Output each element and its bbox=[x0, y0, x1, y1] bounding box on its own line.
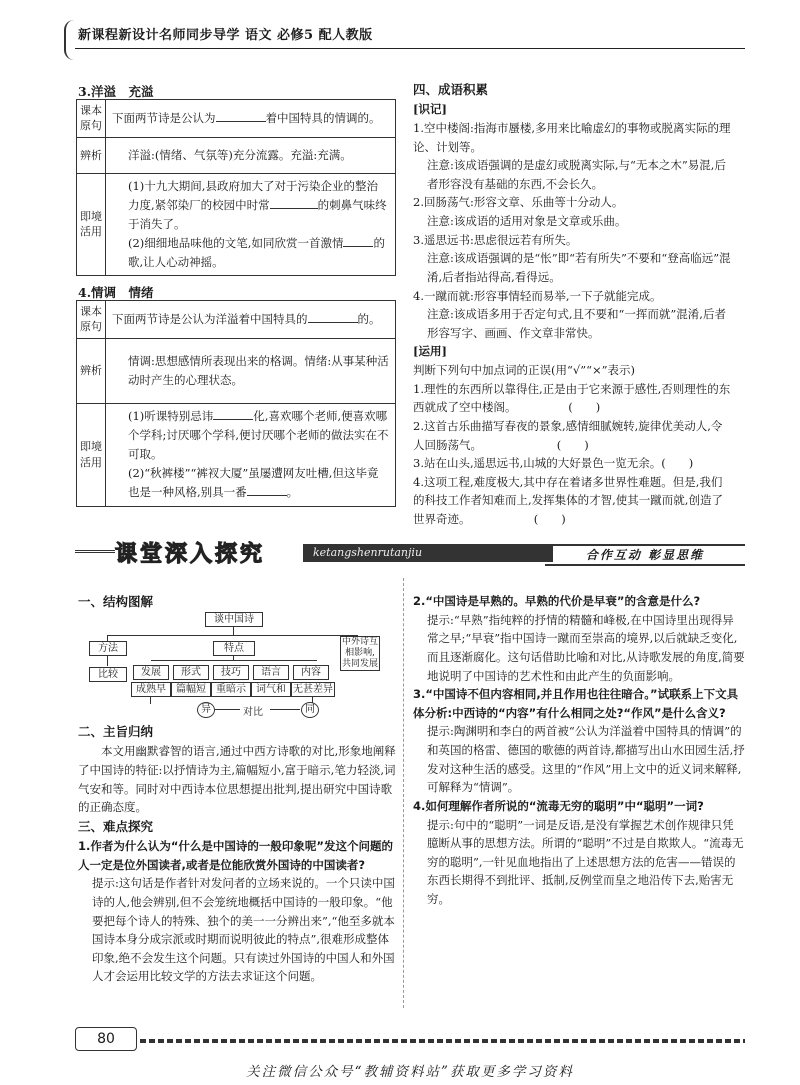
fill-blank[interactable] bbox=[343, 234, 373, 247]
analysis-text: 洋溢:(情绪、气氛等)充分流露。充溢:充满。 bbox=[106, 137, 396, 173]
table-row bbox=[77, 137, 396, 173]
section-banner bbox=[75, 537, 745, 567]
sentence-text: 的。 bbox=[357, 311, 381, 326]
idiom-note: 注意:该成语强调的是“怅”即“若有所失”不要和“登高临远”混淆,后者指站得高,看得远。 bbox=[427, 251, 731, 284]
idiom-item: 3.遥思远书:思虑很远若有所失。 bbox=[413, 232, 578, 247]
analysis-text: 情调:思想感情所表现出来的格调。情绪:从事某种活动时产生的心理状态。 bbox=[106, 338, 396, 403]
example-text: 的歌,让人心动神摇。 bbox=[128, 235, 385, 269]
row-label: 辨析 bbox=[77, 338, 106, 403]
table-row bbox=[77, 173, 396, 275]
judge-sentence[interactable]: 1.理性的东西所以靠得住,正是由于它来源于感性,否则理性的东西就成了空中楼阁。 ( ) bbox=[413, 381, 731, 415]
diagram-val: 成熟早 bbox=[131, 682, 171, 697]
diagram-root: 谈中国诗 bbox=[205, 612, 263, 627]
idiom-note: 注意:该成语多用于否定句式,且不要和“一挥而就”混淆,后者形容写字、画画、作文章非常快。 bbox=[427, 307, 726, 340]
idiom-note: 注意:该成语强调的是虚幻或脱离实际,与“无本之木”易混,后者形容没有基础的东西,不会长久。 bbox=[427, 158, 726, 191]
question-4: 4.如何理解作者所说的“流毒无穷的聪明”中“聪明”一词? bbox=[413, 798, 704, 813]
diagram-compare: 比较 bbox=[89, 667, 127, 682]
table-row bbox=[77, 301, 396, 339]
answer-4: 提示:句中的“聪明”一词是反语,是没有掌握艺术创作规律只凭臆断从事的思想方法。所谓的“聪明”不过是自欺欺人。“流毒无穷的聪明”,一针见血地指出了上述思想方法的危害——错误的东西长期得不到批评、抵制,反例堂而皇之地沿传下去,贻害无穷。 bbox=[427, 817, 744, 906]
footer-rule bbox=[140, 1039, 745, 1043]
question-2: 2.“中国诗是早熟的。早熟的代价是早衰”的含意是什么? bbox=[413, 594, 701, 608]
difficulty-heading: 三、难点探究 bbox=[78, 818, 154, 834]
row-label: 辨析 bbox=[77, 137, 106, 173]
section-4-title: 4.情调 情绪 bbox=[78, 285, 154, 300]
column-divider bbox=[403, 578, 404, 1008]
row-label: 即境活用 bbox=[77, 403, 106, 506]
left-bottom-text bbox=[78, 722, 396, 986]
question-3: 3.“中国诗不但内容相同,并且作用也往往暗合。”试联系上下文具体分析:中西诗的“内容”有什么相同之处?“作风”是什么含义? bbox=[413, 687, 739, 720]
fill-blank[interactable] bbox=[247, 484, 287, 497]
memorize-label: [识记] bbox=[413, 102, 447, 117]
banner-rule bbox=[75, 550, 115, 553]
diagram-val: 词气和 bbox=[251, 682, 291, 697]
fill-blank[interactable] bbox=[216, 109, 266, 122]
example-text: (1)十九大期间,县政府加大了对于污染企业的整治力度,紧邻染厂的校园中时常 bbox=[128, 178, 378, 212]
diagram-val: 篇幅短 bbox=[171, 682, 211, 697]
diagram-cat: 发展 bbox=[133, 665, 169, 680]
example-text: 化,喜欢哪个老师,便喜欢哪个学科;讨厌哪个学科,便讨厌哪个老师的做法实在不可取。 bbox=[128, 409, 389, 462]
judge-sentence[interactable]: 3.站在山头,遥思远书,山城的大好景色一览无余。( ) bbox=[413, 456, 694, 471]
idiom-section bbox=[413, 80, 733, 529]
structure-diagram bbox=[85, 610, 400, 718]
answer-2: 提示:“早熟”指纯粹的抒情的精髓和峰极,在中国诗里出现得异常之早;“早衰”指中国诗一蹴而至崇高的境界,以后就缺乏变化,而且逐渐腐化。这句话借助比喻和对比,从诗歌发展的角度,简要地说明了中国诗的艺术性和由此产生的负面影响。 bbox=[427, 612, 745, 683]
summary-text: 本文用幽默睿智的语言,通过中西方诗歌的对比,形象地阐释了中国诗的特征:以抒情诗为主,篇幅短小,富于暗示,笔力轻淡,词气安和等。同时对中西诗本位思想提出批判,提出研究中国诗歌的正确态度。 bbox=[78, 744, 396, 815]
table-row bbox=[77, 100, 396, 138]
diagram-features: 特点 bbox=[213, 641, 255, 656]
header-rule bbox=[75, 48, 745, 49]
right-bottom-column bbox=[413, 592, 745, 909]
diagram-influence: 中外诗互相影响,共同发展 bbox=[341, 637, 378, 669]
diagram-diff: 异 bbox=[197, 702, 215, 718]
table-row bbox=[77, 403, 396, 506]
idiom-item: 4.一蹴而就:形容事情轻而易举,一下子就能完成。 bbox=[413, 288, 662, 303]
fill-blank[interactable] bbox=[270, 196, 318, 209]
diagram-cat: 技巧 bbox=[213, 665, 249, 680]
table-row bbox=[77, 338, 396, 403]
diagram-method: 方法 bbox=[89, 641, 127, 656]
sentence-text: 着中国特具的情调的。 bbox=[265, 110, 381, 125]
example-text: 的刺鼻气味终于消失了。 bbox=[128, 197, 387, 231]
apply-label: [运用] bbox=[413, 344, 447, 359]
vocab-table-4 bbox=[76, 300, 396, 507]
fill-blank[interactable] bbox=[213, 408, 253, 421]
diagram-cat: 内容 bbox=[293, 665, 329, 680]
diagram-val: 重暗示 bbox=[211, 682, 251, 697]
diagram-cat: 语言 bbox=[253, 665, 289, 680]
page-header-title: 新课程新设计名师同步导学 语文 必修5 配人教版 bbox=[78, 28, 373, 43]
question-1: 1.作者为什么认为“什么是中国诗的一般印象呢”发这个问题的人一定是位外国读者,或者是位能欣赏外国诗的中国读者? bbox=[78, 839, 393, 872]
banner-title: 课堂深入探究 bbox=[115, 542, 266, 567]
section-3-title: 3.洋溢 充溢 bbox=[78, 84, 154, 99]
banner-slogan: 合作互动 彰显思维 bbox=[545, 544, 745, 566]
judge-instruction: 判断下列句中加点词的正误(用“√”“×”表示) bbox=[413, 363, 635, 377]
example-text: (2)细细地品味他的文笔,如同欣赏一首激情 bbox=[128, 235, 344, 250]
vocab-table-3 bbox=[76, 99, 396, 276]
example-text: 。 bbox=[286, 485, 299, 500]
summary-heading: 二、主旨归纳 bbox=[78, 724, 154, 739]
diagram-same: 同 bbox=[301, 702, 319, 718]
footer-message: 关注微信公众号“教辅资料站”获取更多学习资料 bbox=[246, 1064, 574, 1080]
idiom-item: 2.回肠荡气:形容文章、乐曲等十分动人。 bbox=[413, 195, 624, 210]
fill-blank[interactable] bbox=[308, 310, 358, 323]
diagram-val: 无甚差异 bbox=[293, 684, 333, 695]
idiom-section-title: 四、成语积累 bbox=[413, 82, 489, 97]
idiom-item: 1.空中楼阁:指海市蜃楼,多用来比喻虚幻的事物或脱离实际的理论、计划等。 bbox=[413, 120, 731, 154]
judge-sentence[interactable]: 2.这首古乐曲描写春夜的景象,感情细腻婉转,旋律优美动人,令人回肠荡气。 ( ) bbox=[413, 418, 723, 452]
sentence-text: 下面两节诗是公认为洋溢着中国特具的 bbox=[112, 311, 308, 326]
sentence-text: 下面两节诗是公认为 bbox=[112, 110, 216, 125]
diagram-cat: 形式 bbox=[173, 665, 209, 680]
example-text: (2)“秋裤楼”“裤衩大厦”虽屡遭网友吐槽,但这毕竟也是一种风格,别具一番 bbox=[128, 466, 379, 500]
idiom-note: 注意:该成语的适用对象是文章或乐曲。 bbox=[427, 214, 627, 228]
structure-heading: 一、结构图解 bbox=[78, 594, 154, 609]
answer-3: 提示:陶渊明和李白的两首被“公认为洋溢着中国特具的情调”的和英国的格雷、德国的歌德的两首诗,都描写出山水田园生活,抒发对这种生活的感受。这里的“作风”用上文中的近义词来解释,可解释为“情调”。 bbox=[427, 724, 745, 795]
example-text: (1)听课特别忌讳 bbox=[128, 409, 214, 424]
banner-pinyin: ketangshenrutanjiu bbox=[303, 544, 553, 562]
row-label: 课本原句 bbox=[77, 301, 106, 339]
row-label: 课本原句 bbox=[77, 100, 106, 138]
page-number: 80 bbox=[75, 1027, 137, 1051]
row-label: 即境活用 bbox=[77, 173, 106, 275]
answer-1: 提示:这句话是作者针对发问者的立场来说的。一个只读中国诗的人,他会辨别,但不会笼统地概括中国诗的一般印象。“他要把每个诗人的特殊、独个的美一一分辨出来”,“他至多就本国诗本身分成宗派或时期而说明彼此的特点”,很难形成整体印象,绝不会发生这个问题。只有读过外国诗的中国人和外国人才会运用比较文学的方法去求证这个问题。 bbox=[92, 876, 395, 984]
judge-sentence[interactable]: 4.这项工程,难度极大,其中存在着诸多世界性难题。但是,我们的科技工作者知难而上,发挥集体的才智,使其一蹴而就,创造了世界奇迹。 ( ) bbox=[413, 474, 723, 526]
diagram-contrast-label: 对比 bbox=[243, 707, 263, 718]
